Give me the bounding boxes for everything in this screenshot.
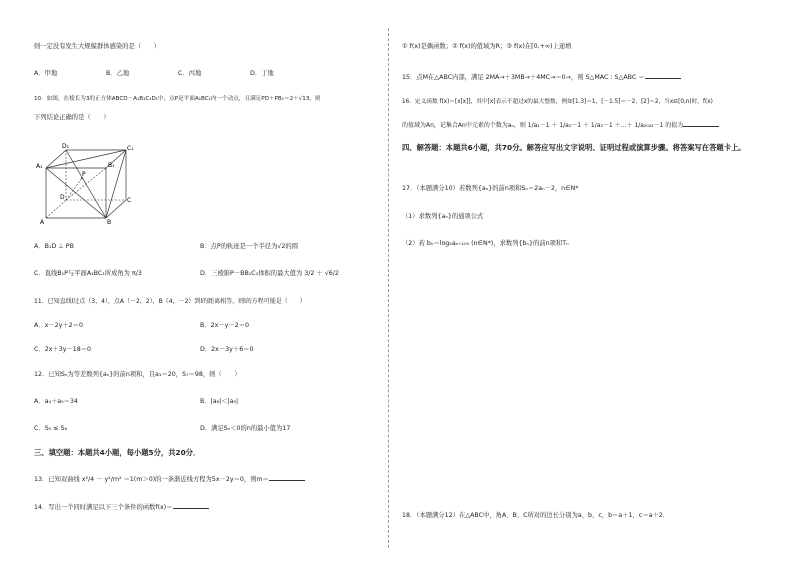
q9-option-d: D．丁地 xyxy=(250,70,274,77)
q13-text xyxy=(34,474,305,484)
q9-option-c: C．丙地 xyxy=(178,70,202,77)
q16-stem: 的值域为An，记集合An中元素的个数为aₙ，则 1/a₁－1 ＋ 1/a₂－1 ＋ 1/a₃－1 ＋…＋ 1/a₂₀₂₂－1 的值为 xyxy=(402,122,684,129)
cube-figure xyxy=(36,138,136,226)
q17-part2: （2）若 bₙ＝log₂aₙ₊₁₀₀ (n∈N*)，求数列{bₙ}的前n项和Tₙ xyxy=(402,240,569,247)
q11-option-c: C．2x＋3y－18＝0 xyxy=(34,346,92,353)
section-4-title: 四、解答题：本题共6小题，共70分。解答应写出文字说明、证明过程或演算步骤。将答案写在答题卡上。 xyxy=(402,143,746,152)
label-p: P xyxy=(82,171,86,178)
q16-answer-blank xyxy=(683,120,719,127)
q14-text xyxy=(34,502,209,512)
q11-option-d: D．2x－3y＋6＝0 xyxy=(200,346,254,353)
q12-option-a: A．a₄＋a₅＝34 xyxy=(34,398,78,405)
section-3-title: 三、填空题：本题共4小题，每小题5分，共20分． xyxy=(34,448,201,457)
q9-tail: 则一定没有发生大规模群体感染的是（ ） xyxy=(34,43,160,50)
q14-conditions: ① f(x)是偶函数；② f(x)的值域为R；③ f(x)在[0,+∞)上递增 xyxy=(402,43,572,50)
q14-stem: 14．写出一个同时满足以下三个条件的函数f(x)＝ xyxy=(34,504,173,511)
label-d: D xyxy=(60,194,65,201)
q17-text: 17．（本题满分10）若数列{aₙ}的前n项和Sₙ＝2aₙ－2，n∈N* xyxy=(402,185,579,192)
q14-answer-blank xyxy=(173,502,209,509)
right-column xyxy=(400,0,780,562)
q16-line2 xyxy=(402,120,719,130)
q11-option-b: B．2x－y－2＝0 xyxy=(200,322,249,329)
q10-option-d: D．三棱锥P－BB₁C₁体积的最大值为 3/2 ＋ √6/2 xyxy=(200,270,339,277)
q12-option-c: C．S₅ ≤ S₆ xyxy=(34,425,68,432)
q10-option-a: A．B₁D ⊥ PB xyxy=(34,243,74,250)
label-b1: B₁ xyxy=(108,162,115,169)
q15-text xyxy=(402,72,681,82)
q13-answer-blank xyxy=(269,474,305,481)
q9-option-b: B．乙地 xyxy=(106,70,130,77)
q11-option-a: A．x－2y＋2＝0 xyxy=(34,322,83,329)
label-c: C xyxy=(127,197,132,204)
q10-option-c: C．直线B₁P与平面A₁BC₁所成角为 π/3 xyxy=(34,270,142,277)
left-column xyxy=(28,0,378,562)
q12-option-b: B．|a₆|＜|a₅| xyxy=(200,398,239,405)
q12-option-d: D．满足Sₙ＜0的n的最小值为17 xyxy=(200,425,291,432)
label-d1: D₁ xyxy=(62,143,70,150)
q13-stem: 13．已知双曲线 x²/4 － y²/m² ＝1(m＞0)的一条渐近线方程为5x－2y＝0，则m＝ xyxy=(34,476,269,483)
q11-text: 11．已知直线l过点（3，4），点A（－2，2），B（4，－2）到l的距离相等，则l的方程可能是（ ） xyxy=(34,298,306,305)
q18-text: 18．（本题满分12）在△ABC中，角A、B、C所对的边长分别为a、b、c，b＝a＋1，c＝a＋2． xyxy=(402,512,670,519)
label-c1: C₁ xyxy=(127,145,134,152)
q10-option-b: B．点P的轨迹是一个半径为√2的圆 xyxy=(200,243,298,250)
label-b: B xyxy=(107,219,112,226)
q12-text: 12．已知Sₙ为等差数列{aₙ}的前n项和，且a₁＝20，S₇＝98，则（ ） xyxy=(34,371,241,378)
label-a: A xyxy=(40,219,45,226)
q9-option-a: A．甲地 xyxy=(34,70,58,77)
q17-part1: （1）求数列{aₙ}的通项公式 xyxy=(402,213,484,220)
column-divider xyxy=(388,28,389,548)
label-a1: A₁ xyxy=(36,163,43,170)
q10-line1: 10．如图，在棱长为3的正方体ABCD－A₁B₁C₁D₁中，点P是平面A₁BC₁内一个动点，且满足PD＋PB₁＝2＋√13，则 xyxy=(34,96,321,102)
q15-stem: 15．点M在△ABC内部，满足 2MA→＋3MB→＋4MC→＝0→，则 S△MAC : S△ABC ＝ xyxy=(402,74,645,81)
q10-line2: 下列结论正确的是（ ） xyxy=(34,114,110,121)
q15-answer-blank xyxy=(645,72,681,79)
q16-line1: 16．定义函数 f(x)＝[x[x]]，其中[x]表示不超过x的最大整数，例如[1.3]＝1，[－1.5]＝－2，[2]＝2，当x∈[0,n)时，f(x) xyxy=(402,99,713,105)
